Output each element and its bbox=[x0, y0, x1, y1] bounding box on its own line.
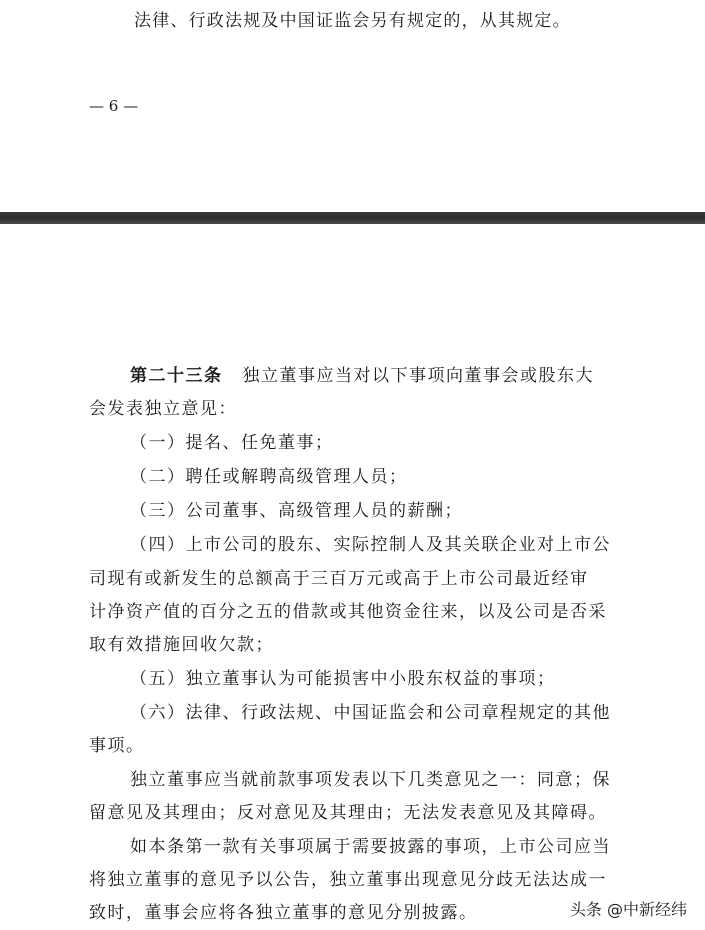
paragraph-line: 留意见及其理由；反对意见及其理由；无法发表意见及其障碍。 bbox=[89, 803, 607, 823]
paragraph-line: 独立董事应当就前款事项发表以下几类意见之一：同意；保 bbox=[130, 770, 611, 790]
list-item-continued: 司现有或新发生的总额高于三百万元或高于上市公司最近经审 bbox=[89, 569, 589, 589]
list-item: （三）公司董事、高级管理人员的薪酬； bbox=[130, 501, 463, 521]
list-item: （二）聘任或解聘高级管理人员； bbox=[130, 467, 408, 487]
previous-page bbox=[0, 0, 705, 212]
list-item-continued: 计净资产值的百分之五的借款或其他资金往来，以及公司是否采 bbox=[89, 602, 607, 622]
paragraph-line: 如本条第一款有关事项属于需要披露的事项，上市公司应当 bbox=[130, 837, 611, 857]
document-page bbox=[0, 224, 705, 930]
list-item-continued: 事项。 bbox=[89, 736, 145, 756]
page-separator bbox=[0, 212, 705, 224]
source-watermark: 头条 @中新经纬 bbox=[566, 895, 691, 922]
paragraph-line: 将独立董事的意见予以公告，独立董事出现意见分歧无法达成一 bbox=[89, 870, 607, 890]
article-intro: 独立董事应当对以下事项向董事会或股东大 bbox=[242, 366, 594, 386]
list-item: （五）独立董事认为可能损害中小股东权益的事项； bbox=[130, 669, 556, 689]
previous-page-last-line: 法律、行政法规及中国证监会另有规定的，从其规定。 bbox=[134, 11, 571, 31]
page-number: — 6 — bbox=[89, 97, 139, 115]
paragraph-line: 致时，董事会应将各独立董事的意见分别披露。 bbox=[89, 903, 478, 923]
list-item-continued: 取有效措施回收欠款； bbox=[89, 635, 274, 655]
list-item: （四）上市公司的股东、实际控制人及其关联企业对上市公 bbox=[130, 535, 611, 555]
article-number: 第二十三条 bbox=[130, 366, 223, 386]
list-item: （六）法律、行政法规、中国证监会和公司章程规定的其他 bbox=[130, 703, 611, 723]
list-item: （一）提名、任免董事； bbox=[130, 433, 334, 453]
article-intro-continued: 会发表独立意见： bbox=[89, 399, 237, 419]
article-first-line bbox=[130, 361, 594, 386]
